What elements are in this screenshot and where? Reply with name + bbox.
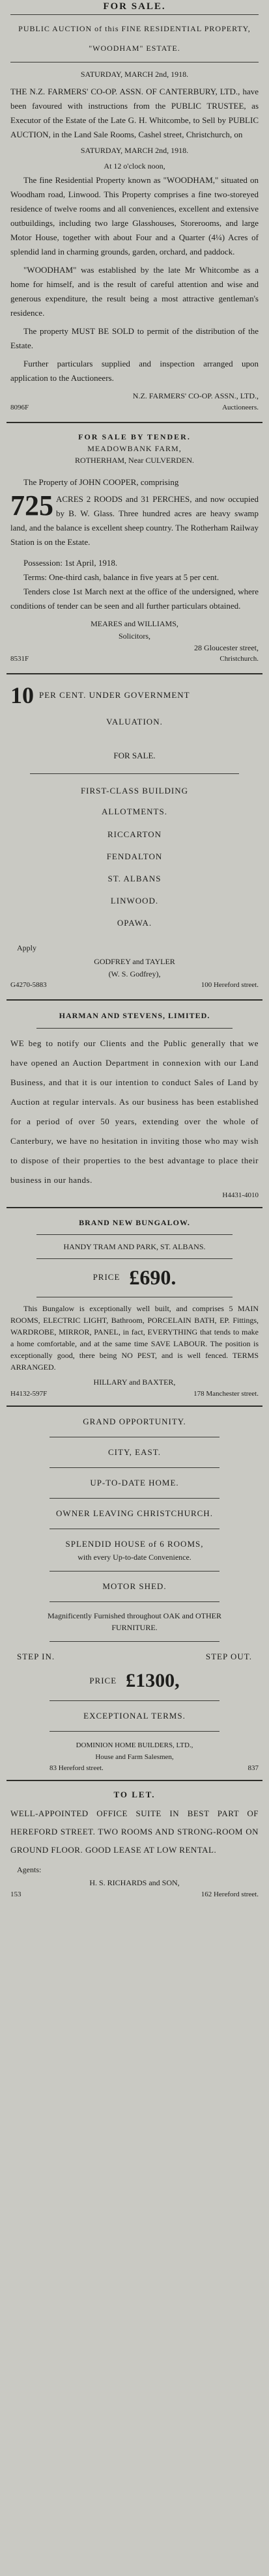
- suburb: OPAWA.: [117, 918, 152, 928]
- subheader: Magnificently Furnished throughout OAK and OTHER FURNITURE.: [48, 1611, 221, 1632]
- ad-ref: 8096F: [10, 404, 29, 411]
- ad-ref: 8531F: [10, 655, 29, 663]
- farm-name: MEADOWBANK FARM,: [87, 444, 182, 453]
- suburb: LINWOOD.: [110, 896, 159, 906]
- ad-signature: GODFREY and TAYLER: [94, 957, 175, 966]
- ad-signature: N.Z. FARMERS' CO-OP. ASSN., LTD.,: [132, 391, 259, 400]
- headline: UP-TO-DATE HOME.: [90, 1478, 179, 1488]
- subheader: with every Up-to-date Convenience.: [78, 1553, 191, 1562]
- ad-body: Tenders close 1st March next at the office of the undersigned, where conditions of tender can be seen and all further particulars obtained.: [10, 587, 259, 611]
- ad-address: 83 Hereford street.: [50, 1764, 104, 1772]
- ad-godfrey-allotments: [0, 674, 269, 990]
- terms: Terms: One-third cash, balance in five years at 5 per cent.: [23, 572, 219, 582]
- suburb: FENDALTON: [106, 852, 163, 861]
- suburb: ST. ALBANS: [107, 874, 162, 883]
- ad-address: 162 Hereford street.: [201, 1890, 259, 1898]
- ad-header: HARMAN AND STEVENS, LIMITED.: [59, 1011, 210, 1020]
- ad-address: 178 Manchester street.: [193, 1390, 259, 1398]
- ad-body: Further particulars supplied and inspection arranged upon application to the Auctioneers.: [10, 359, 259, 383]
- ad-woodham-auction: [0, 0, 269, 413]
- ad-bungalow: [0, 1208, 269, 1399]
- ad-ref: H4431-4010: [222, 1191, 259, 1199]
- price-label: PRICE: [92, 1272, 120, 1282]
- apply: Apply: [17, 943, 36, 952]
- ad-body: "WOODHAM" was established by the late Mr Whitcombe as a home for himself, and is the result of careful attention and wise and generous expenditure, the result being a most attractive gentleman's residence.: [10, 265, 259, 318]
- for-sale: FOR SALE.: [113, 751, 156, 760]
- ad-signature: H. S. RICHARDS and SON,: [89, 1878, 180, 1887]
- terms: EXCEPTIONAL TERMS.: [83, 1711, 186, 1721]
- ad-ref: 837: [248, 1764, 259, 1772]
- price: £1300,: [126, 1670, 180, 1691]
- acreage-number: 725: [10, 490, 53, 521]
- ad-body: ACRES 2 ROODS and 31 PERCHES, and now occupied by B. W. Glass. Three hundred acres are heavy swamp land, and the balance is excellent sheep country. The Rotherham Railway Station is on the Estate.: [10, 494, 259, 547]
- agents-label: Agents:: [17, 1865, 42, 1874]
- subheader: HANDY TRAM AND PARK, ST. ALBANS.: [63, 1242, 206, 1251]
- ad-signature: DOMINION HOME BUILDERS, LTD.,: [76, 1741, 193, 1749]
- ad-signature: (W. S. Godfrey),: [108, 969, 161, 978]
- farm-place: ROTHERHAM, Near CULVERDEN.: [75, 456, 194, 465]
- ad-to-let-office: [0, 1781, 269, 1900]
- ad-city-east-home: [0, 1407, 269, 1773]
- ad-body: This Bungalow is exceptionally well built, and comprises 5 MAIN ROOMS, ELECTRIC LIGHT, Bathroom, PORCELAIN BATH, EP. Fittings, WARDROBE, MIRROR, PANEL, in fact, EVERYTHING that tends to make a home comfortable, and at the same time SAVE LABOUR. The position is exceptionally good, there being NO PEST, and is well fenced. TERMS ARRANGED.: [10, 1304, 259, 1372]
- step-in: STEP IN.: [17, 1652, 55, 1661]
- headline: MOTOR SHED.: [102, 1581, 167, 1591]
- ad-role: Auctioneers.: [222, 404, 259, 411]
- ad-meadowbank-tender: [0, 423, 269, 664]
- ad-title: PUBLIC AUCTION of this FINE RESIDENTIAL PROPERTY, "WOODHAM" ESTATE.: [18, 24, 251, 53]
- headline: OWNER LEAVING CHRISTCHURCH.: [56, 1508, 213, 1518]
- ad-body: The fine Residential Property known as "WOODHAM," situated on Woodham road, Linwood. This Property comprises a fine two-storeyed residence of twelve rooms and all conveniences, excellent and extensive outbuildings, including two large Glasshouses, Storerooms, and large Motor House, together with about Four and a Quarter (4¼) Acres of splendid land in charming grounds, garden, orchard, and paddock.: [10, 175, 259, 256]
- ad-signature: House and Farm Salesmen,: [95, 1753, 174, 1761]
- ad-ref: 153: [10, 1890, 21, 1898]
- possession-date: Possession: 1st April, 1918.: [23, 558, 118, 568]
- headline: PER CENT. UNDER GOVERNMENT: [39, 690, 190, 700]
- ad-header: BRAND NEW BUNGALOW.: [79, 1218, 190, 1227]
- ad-address: 100 Hereford street.: [201, 981, 259, 989]
- ad-body: WELL-APPOINTED OFFICE SUITE IN BEST PART OF HEREFORD STREET. TWO ROOMS AND STRONG-ROOM ON GROUND FLOOR. GOOD LEASE AT LOW RENTAL.: [10, 1808, 259, 1855]
- percent-number: 10: [10, 682, 34, 708]
- ad-ref: H4132-597F: [10, 1390, 48, 1398]
- ad-harman-stevens: [0, 1001, 269, 1200]
- ad-body: WE beg to notify our Clients and the Public generally that we have opened an Auction Department in connexion with our Land Business, and that it is our intention to conduct Sales of Land by Auction at regular intervals. As our business has been established for a period of over 50 years, extending over the whole of Canterbury, we have no hesitation in inviting those who may wish to dispose of their properties to the best advantage to place their business in our hands.: [10, 1038, 259, 1185]
- ad-city: Christchurch.: [219, 655, 259, 663]
- headline: GRAND OPPORTUNITY.: [83, 1417, 186, 1426]
- ad-body: The property MUST BE SOLD to permit of the distribution of the Estate.: [10, 326, 259, 350]
- headline: FIRST-CLASS BUILDING: [80, 786, 189, 796]
- headline: ALLOTMENTS.: [102, 807, 167, 816]
- suburb-list: [10, 824, 259, 934]
- ad-header: TO LET.: [113, 1790, 156, 1799]
- step-out: STEP OUT.: [205, 1652, 252, 1661]
- ad-body: The Property of JOHN COOPER, comprising: [23, 477, 179, 487]
- ad-ref: G4270-5883: [10, 981, 47, 989]
- price: £690.: [129, 1266, 177, 1289]
- ad-signature: Solicitors,: [118, 631, 150, 641]
- ad-body: THE N.Z. FARMERS' CO-OP. ASSN. OF CANTERBURY, LTD., have been favoured with instructions from the PUBLIC TRUSTEE, as Executor of the Estate of the Late G. H. Whitcombe, to Sell by PUBLIC AUCTION, in the Land Sale Rooms, Cashel street, Christchurch, on: [10, 87, 259, 139]
- suburb: RICCARTON: [107, 829, 162, 839]
- headline: CITY, EAST.: [108, 1447, 161, 1457]
- ad-signature: MEARES and WILLIAMS,: [91, 619, 178, 628]
- auction-date: SATURDAY, MARCH 2nd, 1918.: [80, 70, 189, 79]
- headline: SPLENDID HOUSE of 6 ROOMS,: [65, 1539, 204, 1549]
- ad-signature: HILLARY and BAXTER,: [93, 1378, 176, 1387]
- auction-time: At 12 o'clock noon,: [104, 161, 165, 171]
- ad-header: FOR SALE BY TENDER.: [78, 432, 191, 441]
- ad-header: FOR SALE.: [103, 1, 166, 12]
- ad-address: 28 Gloucester street,: [194, 643, 259, 652]
- headline: VALUATION.: [106, 717, 163, 727]
- auction-date: SATURDAY, MARCH 2nd, 1918.: [80, 146, 189, 155]
- price-label: PRICE: [89, 1676, 117, 1685]
